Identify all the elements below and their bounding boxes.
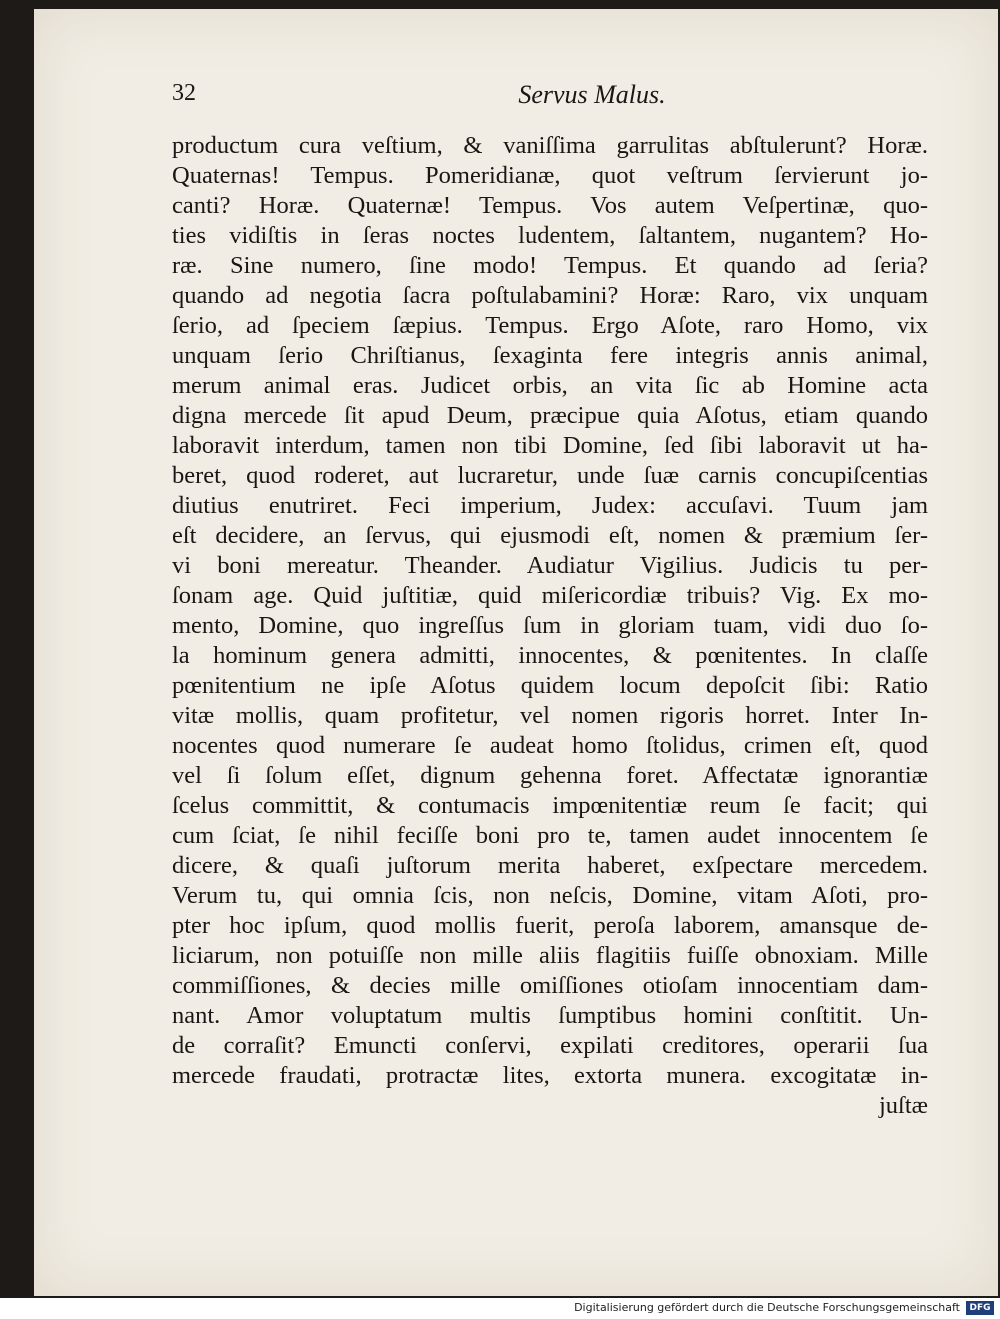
text-line: ræ. Sine numero, ſine modo! Tempus. Et quando ad ſeria? [172,252,928,279]
text-line: vitæ mollis, quam profitetur, vel nomen rigoris horret. Inter In- [172,702,928,729]
text-line: beret, quod roderet, aut lucraretur, unde ſuæ carnis concupiſcentias [172,462,928,489]
digitization-footer [0,1298,1000,1319]
text-line: productum cura veſtium, & vaniſſima garrulitas abſtulerunt? Horæ. [172,132,928,159]
text-line: ſerio, ad ſpeciem ſæpius. Tempus. Ergo Aſote, raro Homo, vix [172,312,928,339]
text-line: ties vidiſtis in ſeras noctes ludentem, ſaltantem, nugantem? Ho- [172,222,928,249]
text-line: nocentes quod numerare ſe audeat homo ſtolidus, crimen eſt, quod [172,732,928,759]
text-line: ſonam age. Quid juſtitiæ, quid miſericordiæ tribuis? Vig. Ex mo- [172,582,928,609]
text-line: diutius enutriret. Feci imperium, Judex: accuſavi. Tuum jam [172,492,928,519]
text-line: pter hoc ipſum, quod mollis fuerit, peroſa laborem, amansque de- [172,912,928,939]
text-line: Quaternas! Tempus. Pomeridianæ, quot veſtrum ſervierunt jo- [172,162,928,189]
text-line: ſcelus committit, & contumacis impœnitentiæ reum ſe facit; qui [172,792,928,819]
text-line: canti? Horæ. Quaternæ! Tempus. Vos autem Veſpertinæ, quo- [172,192,928,219]
text-line: Verum tu, qui omnia ſcis, non neſcis, Domine, vitam Aſoti, pro- [172,882,928,909]
text-line: eſt decidere, an ſervus, qui ejusmodi eſt, nomen & præmium ſer- [172,522,928,549]
text-line: dicere, & quaſi juſtorum merita haberet, exſpectare mercedem. [172,852,928,879]
text-line: de corraſit? Emuncti conſervi, expilati creditores, operarii ſua [172,1032,928,1059]
text-line: mento, Domine, quo ingreſſus ſum in gloriam tuam, vidi duo ſo- [172,612,928,639]
page-number: 32 [172,80,196,106]
body-text [172,131,928,1121]
text-line: pœnitentium ne ipſe Aſotus quidem locum depoſcit ſibi: Ratio [172,672,928,699]
running-head: Servus Malus. [518,80,666,109]
text-line: mercede fraudati, protractæ lites, extorta munera. excogitatæ in- [172,1062,928,1089]
text-line: la hominum genera admitti, innocentes, & pœnitentes. In claſſe [172,642,928,669]
catchword: juſtæ [878,1092,928,1119]
text-line: merum animal eras. Judicet orbis, an vita ſic ab Homine acta [172,372,928,399]
funding-credit: Digitalisierung gefördert durch die Deutsche Forschungsgemeinschaft [574,1301,960,1314]
text-line: liciarum, non potuiſſe non mille aliis flagitiis fuiſſe obnoxiam. Mille [172,942,928,969]
text-line: cum ſciat, ſe nihil feciſſe boni pro te, tamen audet innocentem ſe [172,822,928,849]
text-line: unquam ſerio Chriſtianus, ſexaginta fere integris annis animal, [172,342,928,369]
text-line: vel ſi ſolum eſſet, dignum gehenna foret. Affectatæ ignorantiæ [172,762,928,789]
dfg-logo-icon: DFG [966,1301,994,1315]
text-line: quando ad negotia ſacra poſtulabamini? Horæ: Raro, vix unquam [172,282,928,309]
page-header [172,80,932,120]
text-line: nant. Amor voluptatum multis ſumptibus homini conſtitit. Un- [172,1002,928,1029]
text-line: commiſſiones, & decies mille omiſſiones otioſam innocentiam dam- [172,972,928,999]
text-line: digna mercede ſit apud Deum, præcipue quia Aſotus, etiam quando [172,402,928,429]
text-line: vi boni mereatur. Theander. Audiatur Vigilius. Judicis tu per- [172,552,928,579]
text-line: laboravit interdum, tamen non tibi Domine, ſed ſibi laboravit ut ha- [172,432,928,459]
